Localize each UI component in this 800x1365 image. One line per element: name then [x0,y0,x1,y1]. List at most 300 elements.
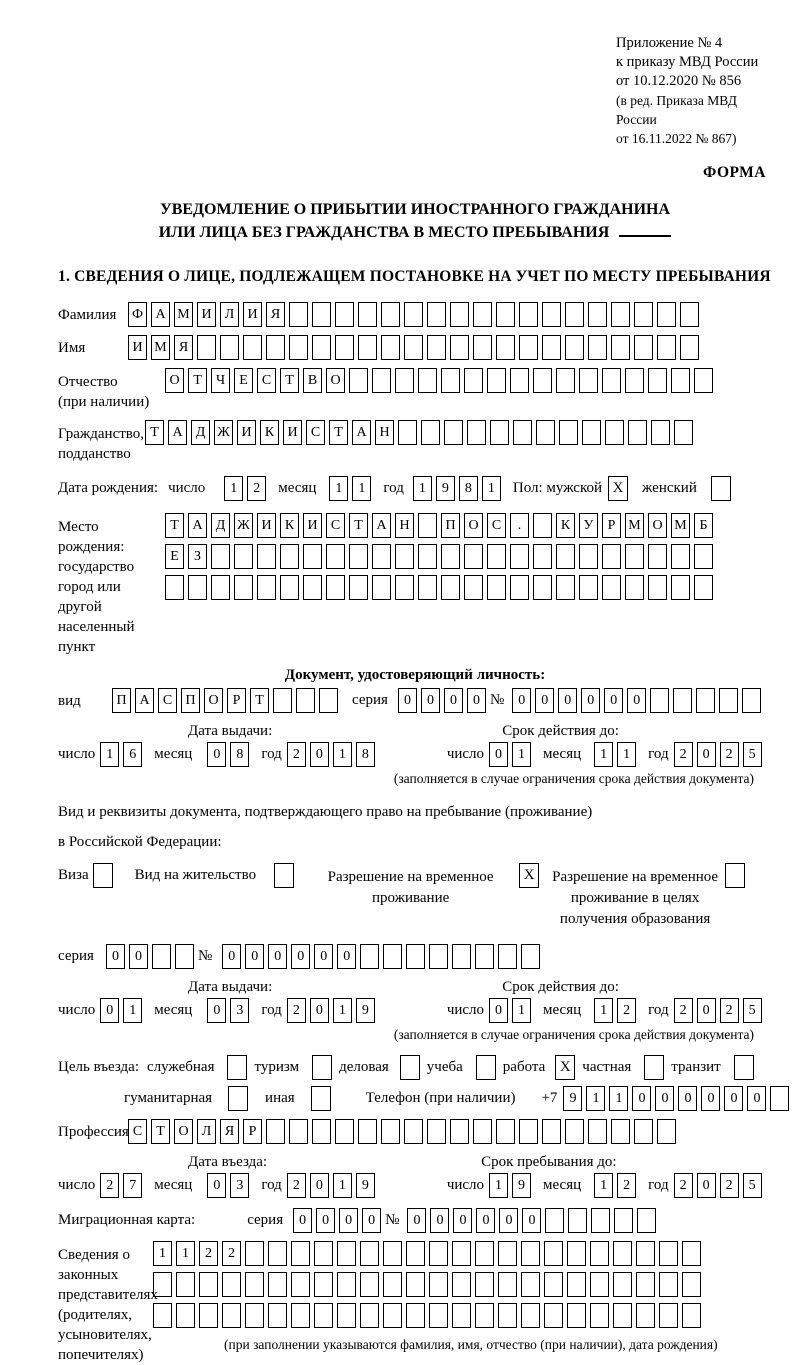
purpose-business-checkbox[interactable] [400,1055,420,1080]
char-cell[interactable] [657,1119,676,1144]
char-cell[interactable] [542,335,561,360]
char-cell[interactable] [464,368,483,393]
char-cell[interactable] [360,1272,379,1297]
char-cell[interactable]: 0 [697,998,716,1023]
char-cell[interactable] [199,1303,218,1328]
char-cell[interactable] [674,420,693,445]
char-cell[interactable] [611,1119,630,1144]
char-cell[interactable]: У [579,513,598,538]
char-cell[interactable] [568,1208,587,1233]
char-cell[interactable]: 1 [352,476,371,501]
char-cell[interactable]: 9 [512,1173,531,1198]
char-cell[interactable] [211,544,230,569]
char-cell[interactable]: 0 [310,998,329,1023]
char-cell[interactable] [452,1303,471,1328]
char-cell[interactable]: 0 [697,1173,716,1198]
char-cell[interactable]: 0 [293,1208,312,1233]
char-cell[interactable] [464,544,483,569]
char-cell[interactable]: Ч [211,368,230,393]
char-cell[interactable]: 9 [436,476,455,501]
char-cell[interactable]: Т [151,1119,170,1144]
char-cell[interactable]: 2 [287,742,306,767]
char-cell[interactable] [588,1119,607,1144]
char-cell[interactable] [337,1241,356,1266]
char-cell[interactable] [611,335,630,360]
char-cell[interactable]: И [197,302,216,327]
char-cell[interactable]: 1 [176,1241,195,1266]
char-cell[interactable]: 5 [743,1173,762,1198]
char-cell[interactable] [533,368,552,393]
char-cell[interactable] [358,302,377,327]
char-cell[interactable] [312,335,331,360]
char-cell[interactable] [245,1241,264,1266]
char-cell[interactable] [473,302,492,327]
char-cell[interactable]: Т [329,420,348,445]
char-cell[interactable]: 1 [489,1173,508,1198]
char-cell[interactable]: О [174,1119,193,1144]
char-cell[interactable] [651,420,670,445]
char-cell[interactable] [496,302,515,327]
char-cell[interactable] [199,1272,218,1297]
char-cell[interactable] [360,1241,379,1266]
char-cell[interactable] [441,544,460,569]
char-cell[interactable] [625,544,644,569]
char-cell[interactable]: 0 [604,688,623,713]
char-cell[interactable] [268,1303,287,1328]
char-cell[interactable] [222,1272,241,1297]
char-cell[interactable] [358,335,377,360]
char-cell[interactable] [429,1303,448,1328]
char-cell[interactable] [521,1241,540,1266]
char-cell[interactable] [634,302,653,327]
char-cell[interactable]: 2 [720,742,739,767]
char-cell[interactable] [567,1272,586,1297]
char-cell[interactable] [473,335,492,360]
char-cell[interactable]: С [128,1119,147,1144]
char-cell[interactable] [696,688,715,713]
char-cell[interactable] [220,335,239,360]
char-cell[interactable] [234,575,253,600]
purpose-official-checkbox[interactable] [227,1055,247,1080]
char-cell[interactable] [406,1241,425,1266]
char-cell[interactable] [590,1241,609,1266]
char-cell[interactable]: 0 [697,742,716,767]
char-cell[interactable] [591,1208,610,1233]
char-cell[interactable] [611,302,630,327]
char-cell[interactable] [452,944,471,969]
char-cell[interactable]: 8 [459,476,478,501]
char-cell[interactable] [742,688,761,713]
char-cell[interactable] [634,1119,653,1144]
char-cell[interactable] [358,1119,377,1144]
char-cell[interactable] [326,544,345,569]
purpose-work-checkbox[interactable]: X [555,1055,575,1080]
purpose-tourism-checkbox[interactable] [312,1055,332,1080]
char-cell[interactable] [544,1303,563,1328]
char-cell[interactable] [542,1119,561,1144]
char-cell[interactable] [427,335,446,360]
char-cell[interactable] [312,1119,331,1144]
char-cell[interactable] [680,302,699,327]
char-cell[interactable]: 0 [430,1208,449,1233]
char-cell[interactable]: 0 [467,688,486,713]
char-cell[interactable]: . [510,513,529,538]
char-cell[interactable]: 0 [512,688,531,713]
char-cell[interactable]: 0 [558,688,577,713]
char-cell[interactable] [682,1303,701,1328]
char-cell[interactable] [404,335,423,360]
char-cell[interactable]: 2 [674,998,693,1023]
char-cell[interactable]: 1 [512,742,531,767]
char-cell[interactable]: А [168,420,187,445]
char-cell[interactable] [395,575,414,600]
char-cell[interactable]: 0 [407,1208,426,1233]
char-cell[interactable]: 0 [581,688,600,713]
char-cell[interactable] [556,368,575,393]
char-cell[interactable] [176,1303,195,1328]
char-cell[interactable] [291,1241,310,1266]
char-cell[interactable]: О [464,513,483,538]
char-cell[interactable]: 1 [482,476,501,501]
char-cell[interactable] [588,335,607,360]
char-cell[interactable]: 9 [356,1173,375,1198]
char-cell[interactable]: Б [694,513,713,538]
char-cell[interactable]: К [556,513,575,538]
char-cell[interactable] [383,1241,402,1266]
char-cell[interactable]: 3 [230,1173,249,1198]
char-cell[interactable] [521,1303,540,1328]
char-cell[interactable] [657,302,676,327]
char-cell[interactable] [441,368,460,393]
char-cell[interactable] [498,1272,517,1297]
char-cell[interactable]: 2 [720,998,739,1023]
char-cell[interactable]: А [151,302,170,327]
char-cell[interactable]: 1 [100,742,119,767]
char-cell[interactable] [657,335,676,360]
char-cell[interactable] [289,335,308,360]
char-cell[interactable] [636,1303,655,1328]
char-cell[interactable]: 0 [207,742,226,767]
char-cell[interactable] [326,575,345,600]
char-cell[interactable] [257,544,276,569]
char-cell[interactable] [613,1303,632,1328]
purpose-other-checkbox[interactable] [311,1086,331,1111]
char-cell[interactable]: Н [395,513,414,538]
char-cell[interactable] [273,688,292,713]
char-cell[interactable] [602,368,621,393]
purpose-private-checkbox[interactable] [644,1055,664,1080]
char-cell[interactable]: А [135,688,154,713]
char-cell[interactable] [545,1208,564,1233]
char-cell[interactable]: Ж [214,420,233,445]
char-cell[interactable]: Ж [234,513,253,538]
char-cell[interactable]: 8 [356,742,375,767]
char-cell[interactable]: 0 [747,1086,766,1111]
char-cell[interactable] [579,544,598,569]
char-cell[interactable]: 1 [153,1241,172,1266]
char-cell[interactable] [429,1272,448,1297]
char-cell[interactable] [211,575,230,600]
char-cell[interactable]: И [243,302,262,327]
char-cell[interactable]: И [128,335,147,360]
char-cell[interactable]: 0 [724,1086,743,1111]
char-cell[interactable] [312,302,331,327]
char-cell[interactable] [496,1119,515,1144]
char-cell[interactable]: 1 [594,1173,613,1198]
char-cell[interactable]: 1 [333,998,352,1023]
char-cell[interactable] [521,1272,540,1297]
char-cell[interactable] [398,420,417,445]
char-cell[interactable] [567,1303,586,1328]
char-cell[interactable]: С [158,688,177,713]
char-cell[interactable] [636,1241,655,1266]
char-cell[interactable] [314,1241,333,1266]
char-cell[interactable] [671,368,690,393]
char-cell[interactable] [533,575,552,600]
char-cell[interactable] [418,368,437,393]
char-cell[interactable]: 3 [230,998,249,1023]
char-cell[interactable] [579,575,598,600]
char-cell[interactable]: 0 [398,688,417,713]
char-cell[interactable] [349,575,368,600]
char-cell[interactable] [450,302,469,327]
char-cell[interactable]: 2 [617,998,636,1023]
char-cell[interactable] [510,575,529,600]
char-cell[interactable] [650,688,669,713]
char-cell[interactable] [467,420,486,445]
char-cell[interactable]: А [188,513,207,538]
char-cell[interactable] [291,1272,310,1297]
char-cell[interactable] [634,335,653,360]
char-cell[interactable]: 0 [207,1173,226,1198]
char-cell[interactable] [464,575,483,600]
char-cell[interactable]: Т [280,368,299,393]
char-cell[interactable] [404,302,423,327]
char-cell[interactable]: И [303,513,322,538]
char-cell[interactable] [625,575,644,600]
char-cell[interactable] [682,1272,701,1297]
char-cell[interactable]: А [372,513,391,538]
char-cell[interactable] [266,1119,285,1144]
char-cell[interactable]: 0 [421,688,440,713]
char-cell[interactable] [268,1272,287,1297]
char-cell[interactable] [395,544,414,569]
char-cell[interactable] [418,544,437,569]
char-cell[interactable] [427,1119,446,1144]
visa-checkbox[interactable] [93,863,113,888]
char-cell[interactable] [694,368,713,393]
char-cell[interactable]: 1 [609,1086,628,1111]
char-cell[interactable] [450,1119,469,1144]
char-cell[interactable] [314,1272,333,1297]
char-cell[interactable] [579,368,598,393]
char-cell[interactable]: 0 [314,944,333,969]
char-cell[interactable] [659,1241,678,1266]
char-cell[interactable]: 1 [224,476,243,501]
char-cell[interactable] [165,575,184,600]
char-cell[interactable] [487,544,506,569]
char-cell[interactable] [418,513,437,538]
char-cell[interactable] [383,1272,402,1297]
char-cell[interactable]: 5 [743,742,762,767]
char-cell[interactable]: 0 [678,1086,697,1111]
char-cell[interactable] [429,944,448,969]
char-cell[interactable] [694,544,713,569]
char-cell[interactable]: И [237,420,256,445]
temp-residence-checkbox[interactable]: X [519,863,539,888]
char-cell[interactable]: 0 [100,998,119,1023]
char-cell[interactable]: З [188,544,207,569]
char-cell[interactable] [243,335,262,360]
char-cell[interactable] [450,335,469,360]
char-cell[interactable] [519,335,538,360]
char-cell[interactable] [513,420,532,445]
char-cell[interactable]: А [352,420,371,445]
char-cell[interactable]: 1 [512,998,531,1023]
char-cell[interactable]: 1 [413,476,432,501]
char-cell[interactable]: 0 [310,1173,329,1198]
char-cell[interactable] [590,1303,609,1328]
char-cell[interactable] [381,1119,400,1144]
char-cell[interactable]: Т [349,513,368,538]
purpose-transit-checkbox[interactable] [734,1055,754,1080]
char-cell[interactable]: 0 [310,742,329,767]
char-cell[interactable]: 0 [489,742,508,767]
char-cell[interactable] [496,335,515,360]
residence-permit-checkbox[interactable] [274,863,294,888]
char-cell[interactable]: 0 [627,688,646,713]
char-cell[interactable] [519,302,538,327]
char-cell[interactable]: М [625,513,644,538]
char-cell[interactable]: 7 [123,1173,142,1198]
char-cell[interactable]: М [151,335,170,360]
char-cell[interactable]: В [303,368,322,393]
char-cell[interactable] [289,302,308,327]
char-cell[interactable]: 0 [489,998,508,1023]
char-cell[interactable] [395,368,414,393]
char-cell[interactable] [337,1303,356,1328]
char-cell[interactable] [188,575,207,600]
char-cell[interactable]: 0 [453,1208,472,1233]
purpose-humanitarian-checkbox[interactable] [228,1086,248,1111]
char-cell[interactable] [372,368,391,393]
char-cell[interactable]: Т [165,513,184,538]
char-cell[interactable] [602,575,621,600]
char-cell[interactable] [498,1241,517,1266]
char-cell[interactable]: О [204,688,223,713]
char-cell[interactable] [680,335,699,360]
char-cell[interactable]: Р [602,513,621,538]
char-cell[interactable] [521,944,540,969]
char-cell[interactable] [487,368,506,393]
char-cell[interactable]: Ф [128,302,147,327]
char-cell[interactable] [335,335,354,360]
char-cell[interactable]: С [306,420,325,445]
char-cell[interactable] [542,302,561,327]
char-cell[interactable]: 1 [329,476,348,501]
char-cell[interactable] [335,1119,354,1144]
char-cell[interactable]: 1 [594,742,613,767]
char-cell[interactable]: О [326,368,345,393]
char-cell[interactable] [197,335,216,360]
char-cell[interactable] [588,302,607,327]
char-cell[interactable]: Е [165,544,184,569]
char-cell[interactable]: 0 [222,944,241,969]
char-cell[interactable] [303,575,322,600]
char-cell[interactable] [383,1303,402,1328]
char-cell[interactable] [671,575,690,600]
char-cell[interactable]: М [174,302,193,327]
char-cell[interactable] [602,544,621,569]
char-cell[interactable]: 9 [563,1086,582,1111]
char-cell[interactable] [452,1241,471,1266]
char-cell[interactable] [682,1241,701,1266]
char-cell[interactable]: Я [174,335,193,360]
char-cell[interactable]: 0 [362,1208,381,1233]
char-cell[interactable] [490,420,509,445]
char-cell[interactable]: 2 [287,998,306,1023]
char-cell[interactable] [303,544,322,569]
char-cell[interactable] [556,544,575,569]
char-cell[interactable]: 2 [674,742,693,767]
char-cell[interactable] [613,1272,632,1297]
char-cell[interactable] [381,335,400,360]
char-cell[interactable] [659,1272,678,1297]
char-cell[interactable] [452,1272,471,1297]
char-cell[interactable] [381,302,400,327]
char-cell[interactable] [719,688,738,713]
char-cell[interactable] [510,544,529,569]
char-cell[interactable]: Я [266,302,285,327]
char-cell[interactable]: 1 [617,742,636,767]
char-cell[interactable]: И [283,420,302,445]
char-cell[interactable] [544,1241,563,1266]
char-cell[interactable]: 0 [245,944,264,969]
char-cell[interactable]: 1 [586,1086,605,1111]
char-cell[interactable]: 0 [632,1086,651,1111]
char-cell[interactable] [349,544,368,569]
char-cell[interactable]: Т [145,420,164,445]
char-cell[interactable]: О [165,368,184,393]
char-cell[interactable] [533,544,552,569]
char-cell[interactable]: 1 [594,998,613,1023]
char-cell[interactable] [406,1303,425,1328]
char-cell[interactable]: 2 [287,1173,306,1198]
char-cell[interactable]: П [181,688,200,713]
char-cell[interactable] [671,544,690,569]
char-cell[interactable] [659,1303,678,1328]
char-cell[interactable] [533,513,552,538]
char-cell[interactable]: К [280,513,299,538]
char-cell[interactable] [556,575,575,600]
char-cell[interactable] [404,1119,423,1144]
char-cell[interactable] [582,420,601,445]
char-cell[interactable] [406,1272,425,1297]
temp-residence-education-checkbox[interactable] [725,863,745,888]
char-cell[interactable]: Я [220,1119,239,1144]
char-cell[interactable] [245,1272,264,1297]
char-cell[interactable]: 0 [655,1086,674,1111]
char-cell[interactable]: 0 [701,1086,720,1111]
char-cell[interactable]: Л [220,302,239,327]
char-cell[interactable] [565,335,584,360]
char-cell[interactable] [544,1272,563,1297]
char-cell[interactable] [335,302,354,327]
char-cell[interactable]: 0 [522,1208,541,1233]
char-cell[interactable] [314,1303,333,1328]
char-cell[interactable]: С [326,513,345,538]
char-cell[interactable]: Н [375,420,394,445]
